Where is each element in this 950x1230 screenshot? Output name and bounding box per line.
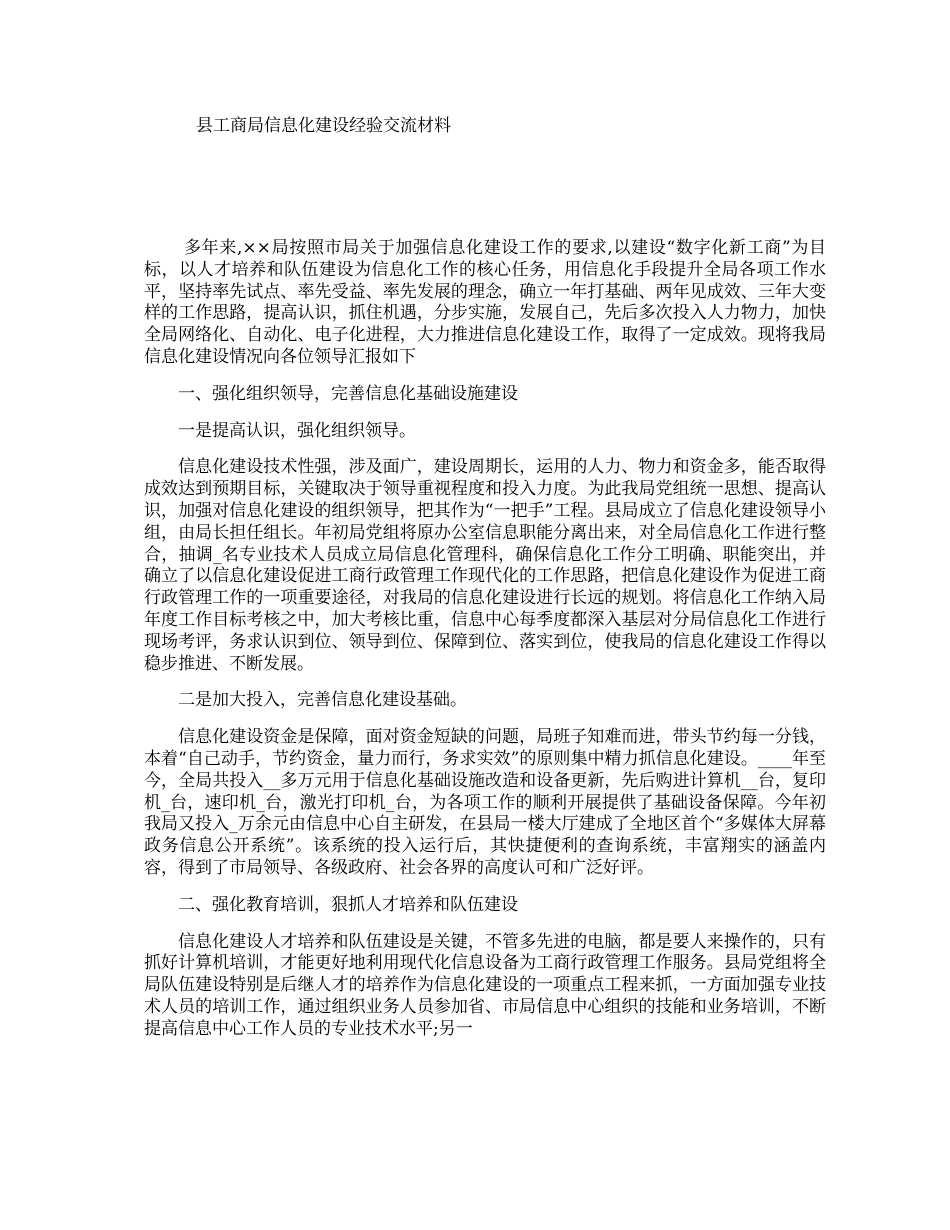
document-title: 县工商局信息化建设经验交流材料 bbox=[196, 116, 451, 136]
paragraph-intro: 多年来,××局按照市局关于加强信息化建设工作的要求,以建设“数字化新工商”为目标，以人才培养和队伍建设为信息化工作的核心任务，用信息化手段提升全局各项工作水平，坚持率先试点、率先受益、率先发展的理念，确立一年打基础、两年见成效、三年大变样的工作思路，提高认识，抓住机遇，分步实施，发展自己，先后多次投入人力物力，加快全局网络化、自动化、电子化进程，大力推进信息化建设工作，取得了一定成效。现将我局信息化建设情况向各位领导汇报如下 bbox=[144, 238, 826, 367]
document-body bbox=[144, 238, 826, 1041]
paragraph-training: 信息化建设人才培养和队伍建设是关键，不管多先进的电脑，都是要人来操作的，只有抓好计算机培训，才能更好地利用现代化信息设备为工商行政管理工作服务。县局党组将全局队伍建设特别是后继人才的培养作为信息化建设的一项重点工程来抓，一方面加强专业技术人员的培训工作，通过组织业务人员参加省、市局信息中心组织的技能和业务培训，不断提高信息中心工作人员的专业技术水平;另一 bbox=[144, 931, 826, 1039]
subsection-heading-1: 一是提高认识，强化组织领导。 bbox=[178, 420, 416, 441]
paragraph-investment: 信息化建设资金是保障，面对资金短缺的问题，局班子知难而进，带头节约每一分钱，本着“自己动手，节约资金，量力而行，务求实效”的原则集中精力抓信息化建设。____年至今，全局共投入__多万元用于信息化基础设施改造和设备更新，先后购进计算机__台，复印机_台，速印机_台，激光打印机_台，为各项工作的顺利开展提供了基础设备保障。今年初我局又投入_万余元由信息中心自主研发，在县局一楼大厅建成了全地区首个“多媒体大屏幕政务信息公开系统”。该系统的投入运行后，其快捷便利的查询系统，丰富翔实的涵盖内容，得到了市局领导、各级政府、社会各界的高度认可和广泛好评。 bbox=[144, 727, 826, 878]
paragraph-organization: 信息化建设技术性强，涉及面广，建设周期长，运用的人力、物力和资金多，能否取得成效达到预期目标，关键取决于领导重视程度和投入力度。为此我局党组统一思想、提高认识，加强对信息化建设的组织领导，把其作为“一把手”工程。县局成立了信息化建设领导小组，由局长担任组长。年初局党组将原办公室信息职能分离出来，对全局信息化工作进行整合，抽调_名专业技术人员成立局信息化管理科，确保信息化工作分工明确、职能突出，并确立了以信息化建设促进工商行政管理工作现代化的工作思路，把信息化建设作为促进工商行政管理工作的一项重要途径，对我局的信息化建设进行长远的规划。将信息化工作纳入局年度工作目标考核之中，加大考核比重，信息中心每季度都深入基层对分局信息化工作进行现场考评，务求认识到位、领导到位、保障到位、落实到位，使我局的信息化建设工作得以稳步推进、不断发展。 bbox=[144, 457, 826, 674]
section-heading-2: 二、强化教育培训，狠抓人才培养和队伍建设 bbox=[178, 894, 518, 915]
subsection-heading-2: 二是加大投入，完善信息化建设基础。 bbox=[178, 690, 467, 711]
section-heading-1: 一、强化组织领导，完善信息化基础设施建设 bbox=[178, 383, 518, 404]
